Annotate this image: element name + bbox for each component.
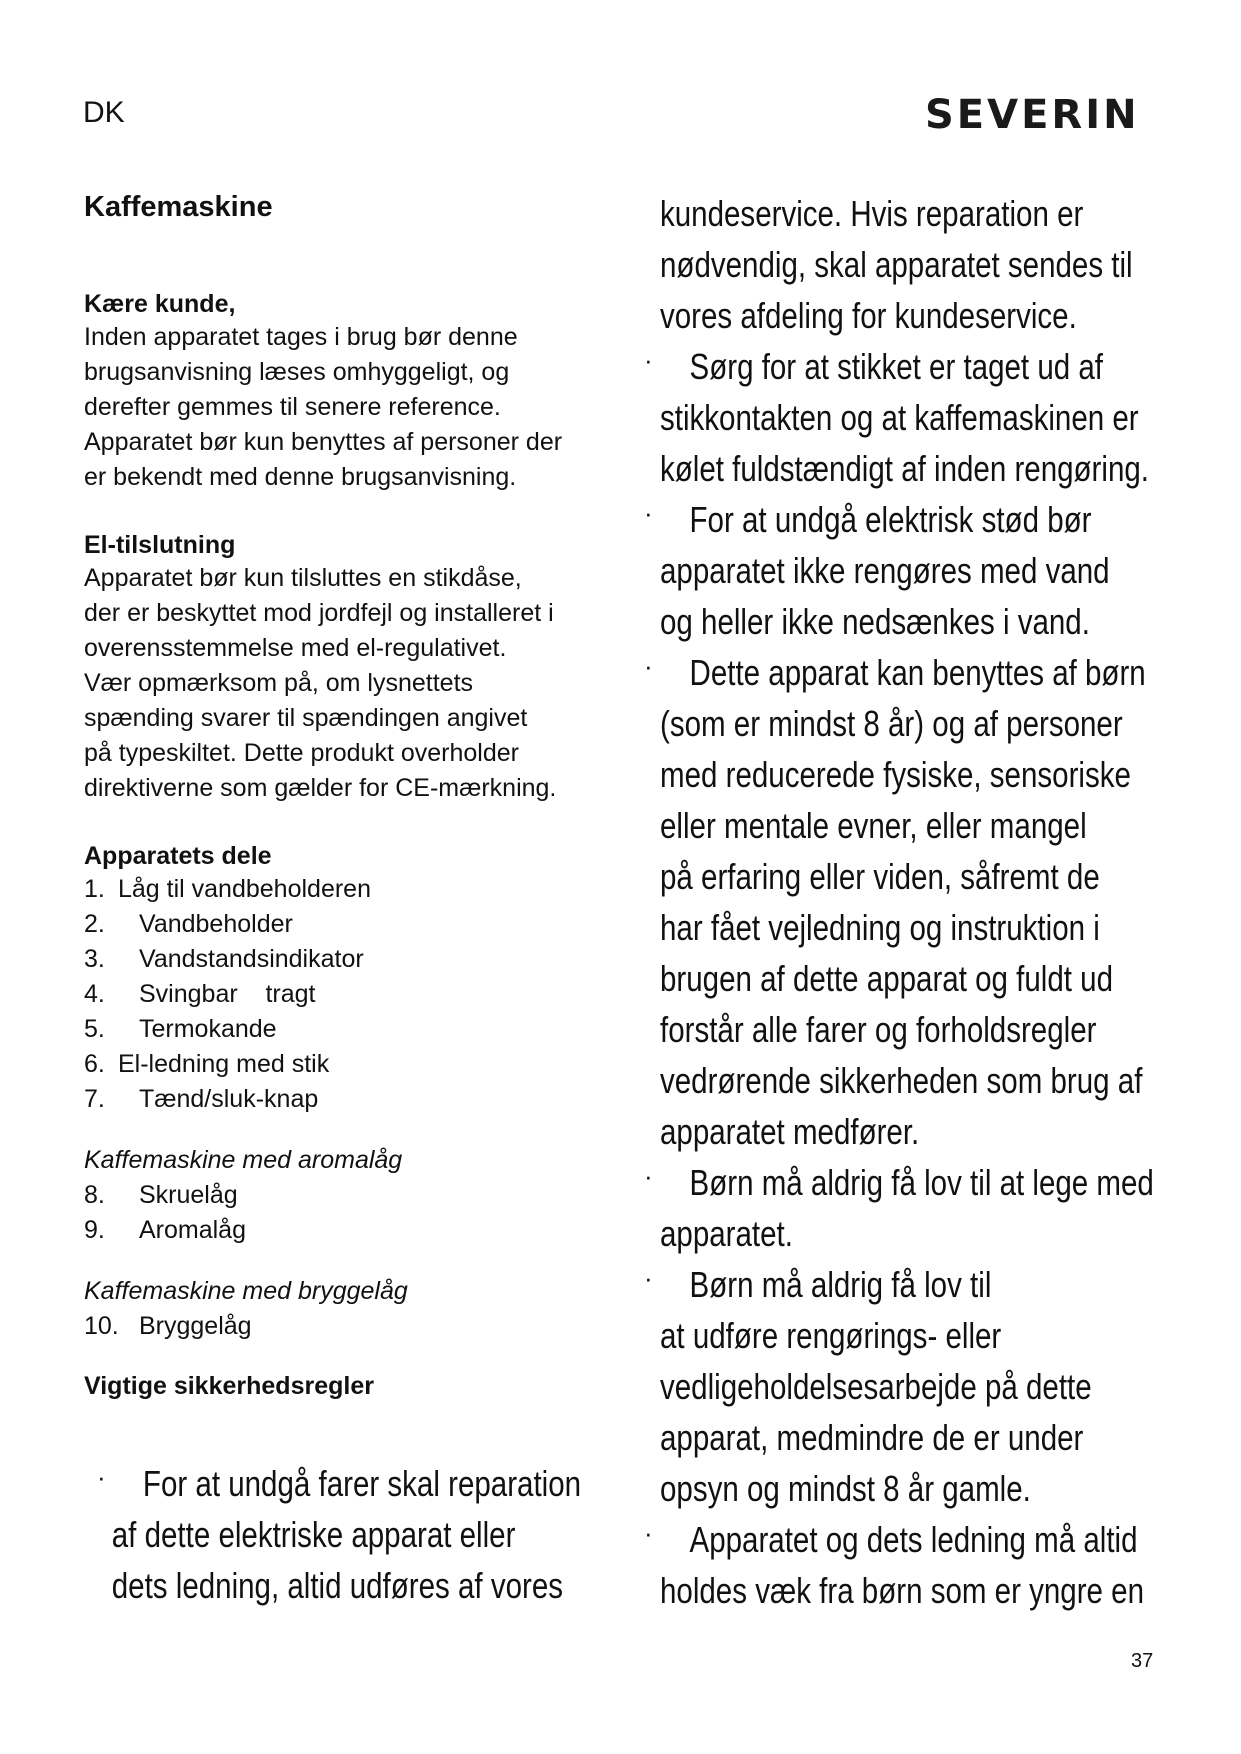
dear-customer-text (84, 320, 594, 495)
list-item (84, 942, 594, 977)
list-number: 3. (84, 945, 105, 973)
text-line-content: vedligeholdelsesarbejde på dette (660, 1366, 1092, 1407)
electrical-heading: El-tilslutning (84, 531, 236, 559)
text-line (660, 1310, 1241, 1361)
text-line-content: Børn må aldrig få lov til (689, 1264, 992, 1305)
list-number: 6. (84, 1050, 105, 1078)
list-item (84, 1012, 594, 1047)
brand-logo: SEVERIN (925, 92, 1140, 138)
text-line (660, 953, 1241, 1004)
list-label: Svingbar tragt (139, 980, 316, 1008)
text-line (660, 851, 1241, 902)
text-line: brugsanvisning læses omhyggeligt, og (84, 358, 510, 386)
list-item (84, 1309, 594, 1344)
list-label: Skruelåg (139, 1181, 238, 1209)
list-number: 9. (84, 1216, 105, 1244)
list-item (84, 977, 594, 1012)
list-item (84, 1047, 594, 1082)
list-label: Bryggelåg (139, 1312, 252, 1340)
text-line-content: opsyn og mindst 8 år gamle. (660, 1468, 1031, 1509)
safety-line: For at undgå farer skal reparation (142, 1463, 582, 1504)
aroma-parts-list (84, 1178, 594, 1248)
list-label: Tænd/sluk-knap (139, 1085, 319, 1113)
text-line-content: vedrørende sikkerheden som brug af (660, 1060, 1143, 1101)
text-line-content: apparat, medmindre de er under (660, 1417, 1084, 1458)
parts-heading: Apparatets dele (84, 842, 272, 870)
electrical-text (84, 561, 594, 806)
text-line-content: brugen af dette apparat og fuldt ud (660, 958, 1113, 999)
list-number: 5. (84, 1015, 105, 1043)
text-line-content: vores afdeling for kundeservice. (660, 295, 1077, 336)
language-code: DK (83, 96, 125, 129)
bullet-item-line (644, 341, 1241, 392)
text-line-content: Dette apparat kan benyttes af børn (689, 652, 1146, 693)
text-line: Inden apparatet tages i brug bør denne (84, 323, 518, 351)
text-line: der er beskyttet mod jordfejl og installeret i (84, 599, 554, 627)
text-line (660, 1361, 1241, 1412)
list-item (84, 1178, 594, 1213)
list-label: El-ledning med stik (118, 1050, 330, 1078)
list-label: Vandbeholder (139, 910, 293, 938)
dear-customer-heading: Kære kunde, (84, 290, 236, 318)
text-line (660, 1106, 1241, 1157)
safety-first-item (97, 1458, 687, 1611)
text-line-content: har fået vejledning og instruktion i (660, 907, 1100, 948)
text-line (660, 902, 1241, 953)
text-line-content: kølet fuldstændigt af inden rengøring. (660, 448, 1149, 489)
aroma-variant-heading: Kaffemaskine med aromalåg (84, 1146, 403, 1174)
brew-variant-heading: Kaffemaskine med bryggelåg (84, 1277, 408, 1305)
text-line (660, 1055, 1241, 1106)
text-line-content: eller mentale evner, eller mangel (660, 805, 1087, 846)
list-number: 1. (84, 875, 105, 903)
text-line (660, 800, 1241, 851)
text-line (660, 443, 1241, 494)
bullet-dot: · (97, 1462, 106, 1492)
list-number: 2. (84, 910, 105, 938)
text-line: Apparatet bør kun tilsluttes en stikdåse, (84, 564, 522, 592)
list-item (84, 907, 594, 942)
list-item (84, 1082, 594, 1117)
text-line-content: at udføre rengørings- eller (660, 1315, 1002, 1356)
safety-line: dets ledning, altid udføres af vores (111, 1565, 564, 1606)
text-line: direktiverne som gælder for CE-mærkning. (84, 774, 557, 802)
text-line (660, 1565, 1241, 1616)
list-label: Vandstandsindikator (139, 945, 364, 973)
safety-line: af dette elektriske apparat eller (111, 1514, 516, 1555)
text-line-content: Apparatet og dets ledning må altid (689, 1519, 1138, 1560)
list-number: 7. (84, 1085, 105, 1113)
text-line-content: (som er mindst 8 år) og af personer (660, 703, 1123, 744)
text-line (660, 698, 1241, 749)
text-line-content: Børn må aldrig få lov til at lege med (689, 1162, 1154, 1203)
text-line-content: på erfaring eller viden, såfremt de (660, 856, 1100, 897)
text-line: Vær opmærksom på, om lysnettets (84, 669, 474, 697)
text-line (660, 1208, 1241, 1259)
text-line (660, 392, 1241, 443)
bullet-item-line (644, 1157, 1241, 1208)
text-line-content: med reducerede fysiske, sensoriske (660, 754, 1131, 795)
text-line-content: nødvendig, skal apparatet sendes til (660, 244, 1133, 285)
right-column (644, 188, 1241, 1616)
text-line (660, 1004, 1241, 1055)
parts-list (84, 872, 594, 1117)
text-line: overensstemmelse med el-regulativet. (84, 634, 507, 662)
document-title: Kaffemaskine (84, 191, 273, 223)
text-line-content: apparatet medfører. (660, 1111, 920, 1152)
text-line (660, 1463, 1241, 1514)
list-label: Termokande (139, 1015, 277, 1043)
text-line-content: holdes væk fra børn som er yngre en (660, 1570, 1145, 1611)
bullet-item-line (644, 647, 1241, 698)
text-line: spænding svarer til spændingen angivet (84, 704, 528, 732)
list-label: Aromalåg (139, 1216, 246, 1244)
list-item (84, 872, 594, 907)
text-line: derefter gemmes til senere reference. (84, 393, 501, 421)
bullet-dot: · (644, 651, 653, 681)
text-line-content: apparatet. (660, 1213, 793, 1254)
bullet-dot: · (644, 1161, 653, 1191)
page-number: 37 (1131, 1650, 1154, 1672)
brew-parts-list (84, 1309, 594, 1344)
bullet-item-line (644, 1259, 1241, 1310)
list-item (84, 1213, 594, 1248)
text-line-content: stikkontakten og at kaffemaskinen er (660, 397, 1139, 438)
left-column (84, 190, 594, 1402)
text-line-content: kundeservice. Hvis reparation er (660, 193, 1084, 234)
list-number: 4. (84, 980, 105, 1008)
text-line-content: og heller ikke nedsænkes i vand. (660, 601, 1090, 642)
text-line (660, 596, 1241, 647)
bullet-dot: · (644, 498, 653, 528)
text-line-content: apparatet ikke rengøres med vand (660, 550, 1110, 591)
list-number: 8. (84, 1181, 105, 1209)
text-line-content: forstår alle farer og forholdsregler (660, 1009, 1097, 1050)
text-line: er bekendt med denne brugsanvisning. (84, 463, 517, 491)
text-line (660, 749, 1241, 800)
text-line (660, 290, 1241, 341)
bullet-dot: · (644, 1518, 653, 1548)
text-line-content: For at undgå elektrisk stød bør (689, 499, 1092, 540)
text-line (660, 545, 1241, 596)
text-line-content: Sørg for at stikket er taget ud af (689, 346, 1103, 387)
text-line (660, 239, 1241, 290)
list-number: 10. (84, 1312, 119, 1340)
bullet-dot: · (644, 1263, 653, 1293)
bullet-item-line (644, 1514, 1241, 1565)
list-label: Låg til vandbeholderen (118, 875, 371, 903)
text-line: på typeskiltet. Dette produkt overholder (84, 739, 519, 767)
safety-heading: Vigtige sikkerhedsregler (84, 1372, 374, 1400)
bullet-item-line (644, 494, 1241, 545)
bullet-dot: · (644, 345, 653, 375)
text-line (660, 188, 1241, 239)
text-line (660, 1412, 1241, 1463)
text-line: Apparatet bør kun benyttes af personer der (84, 428, 563, 456)
